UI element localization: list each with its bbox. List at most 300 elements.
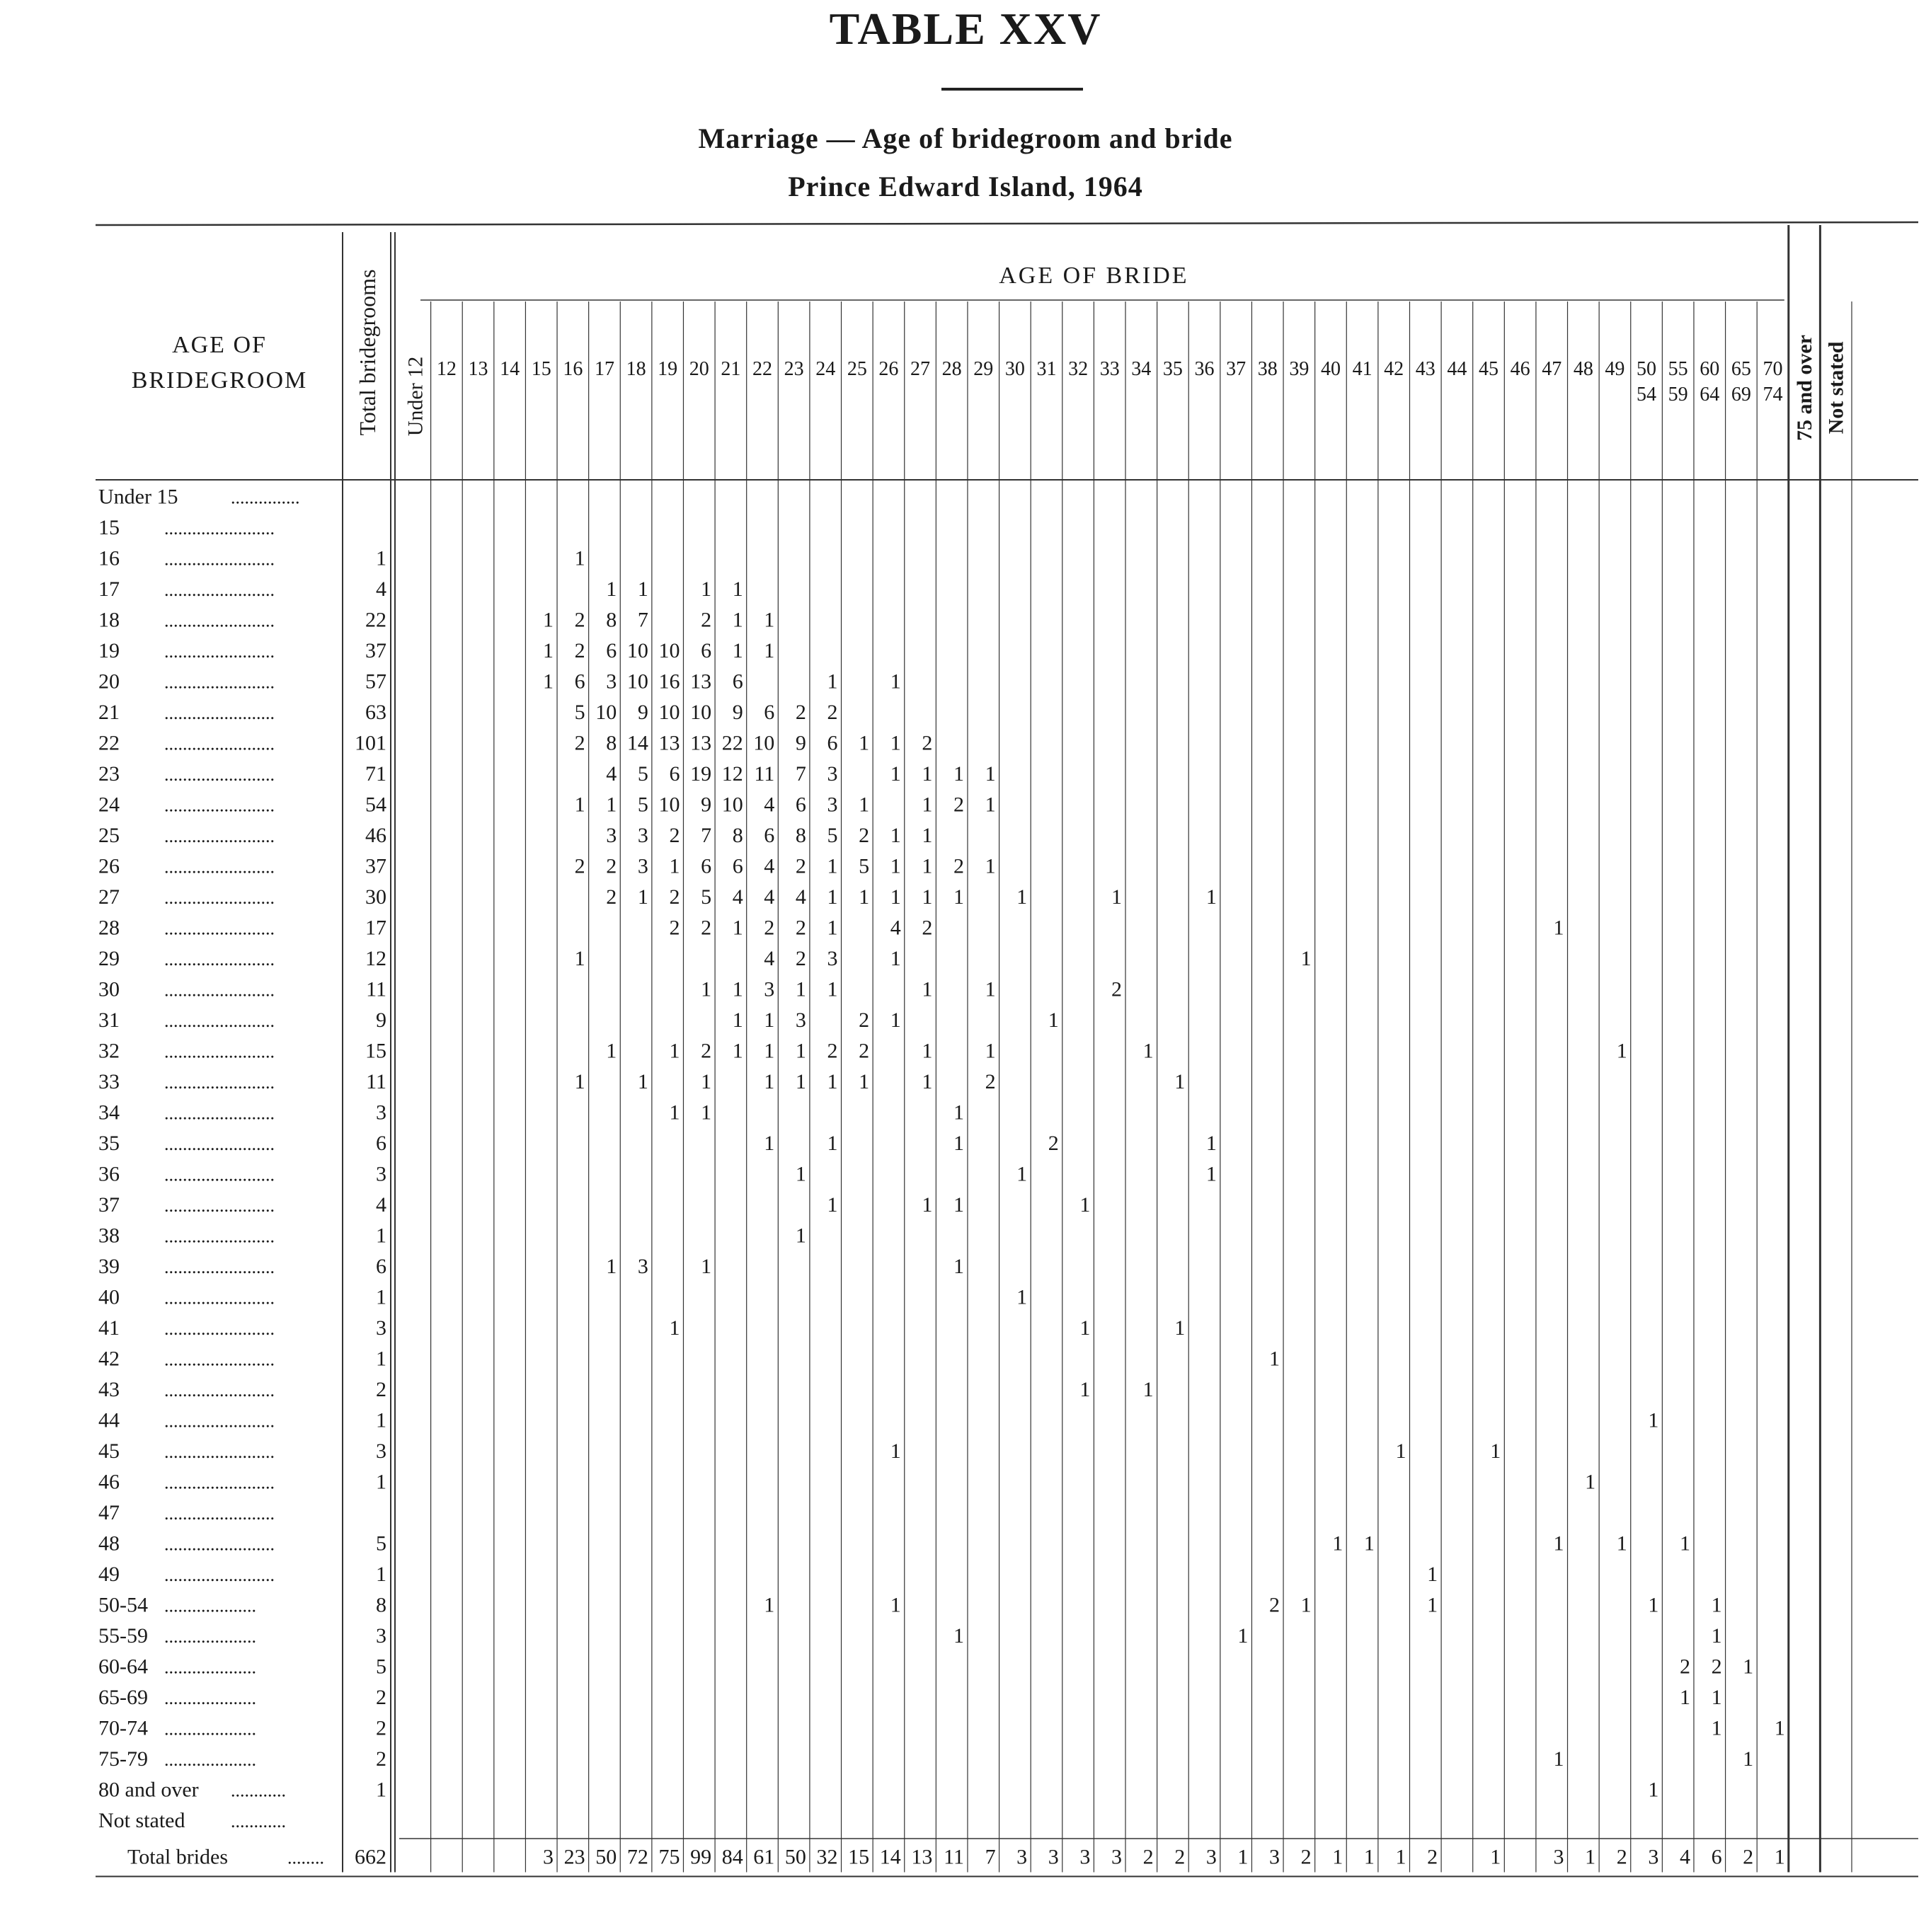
- dot-leader: ........................: [164, 640, 275, 662]
- bridegroom-total-value: 57: [365, 669, 386, 694]
- table-cell-value: 1: [1711, 1593, 1722, 1617]
- bride-total-value: 6: [1711, 1845, 1722, 1869]
- table-cell-value: 1: [1079, 1316, 1091, 1340]
- table-cell-value: 1: [827, 885, 838, 909]
- dot-leader: ........................: [164, 1195, 275, 1216]
- table-cell-value: 1: [795, 1069, 806, 1093]
- table-cell-value: 4: [764, 946, 775, 970]
- table-cell-value: 2: [574, 608, 585, 632]
- table-cell-value: 1: [1016, 885, 1028, 909]
- bridegroom-total-value: 54: [365, 793, 386, 817]
- bride-age-heading: AGE OF BRIDE: [999, 263, 1189, 289]
- bridegroom-total-value: 101: [355, 731, 386, 755]
- table-cell-value: 16: [658, 669, 680, 694]
- table-cell-value: 2: [795, 700, 806, 724]
- bridegroom-age-label: 27: [98, 885, 120, 909]
- bridegroom-total-value: 4: [376, 577, 386, 601]
- bridegroom-age-label: 41: [98, 1316, 120, 1340]
- bride-column-header: 12: [436, 358, 457, 380]
- bridegroom-total-value: 3: [376, 1439, 386, 1463]
- dot-leader: ....................: [164, 1626, 256, 1647]
- bride-column-header: 70: [1763, 358, 1783, 380]
- table-cell-value: 1: [922, 1039, 933, 1063]
- bride-total-value: 2: [1743, 1845, 1754, 1869]
- dot-leader: ........................: [164, 948, 275, 970]
- bridegroom-total-value: 15: [365, 1039, 386, 1063]
- table-cell-value: 2: [606, 854, 617, 878]
- table-cell-value: 1: [1205, 1162, 1217, 1186]
- dot-leader: ........................: [164, 672, 275, 693]
- table-cell-value: 1: [1616, 1531, 1627, 1556]
- table-cell-value: 4: [732, 885, 743, 909]
- table-cell-value: 2: [669, 885, 680, 909]
- table-cell-value: 1: [1269, 1347, 1280, 1371]
- dot-leader: ........................: [164, 1164, 275, 1185]
- table-cell-value: 8: [606, 731, 617, 755]
- bridegroom-age-label: 38: [98, 1224, 120, 1248]
- bridegroom-age-label: 26: [98, 854, 120, 878]
- bridegroom-age-label: 55-59: [98, 1623, 148, 1648]
- bride-total-value: 11: [944, 1845, 964, 1869]
- table-cell-value: 3: [637, 823, 648, 847]
- bride-column-header: 25: [847, 358, 867, 380]
- table-cell-value: 1: [1553, 1531, 1564, 1556]
- bride-column-header: 18: [626, 358, 646, 380]
- table-cell-value: 1: [701, 1254, 712, 1278]
- table-cell-value: 1: [1205, 885, 1217, 909]
- bridegroom-total-value: 12: [365, 946, 386, 970]
- bride-column-header: 75 and over: [1793, 335, 1817, 441]
- table-subtitle-region-year: Prince Edward Island, 1964: [788, 171, 1143, 202]
- table-cell-value: 22: [721, 731, 743, 755]
- table-cell-value: 4: [764, 854, 775, 878]
- bride-total-value: 3: [1079, 1845, 1091, 1869]
- bride-total-value: 3: [1648, 1845, 1659, 1869]
- table-cell-value: 1: [890, 731, 901, 755]
- table-cell-value: 1: [890, 1593, 901, 1617]
- table-cell-value: 1: [953, 1254, 964, 1278]
- table-cell-value: 10: [658, 700, 680, 724]
- table-cell-value: 1: [953, 1623, 964, 1648]
- dot-leader: ........................: [164, 795, 275, 816]
- table-cell-value: 1: [922, 1192, 933, 1217]
- bridegroom-age-label: 20: [98, 669, 120, 694]
- bridegroom-total-value: 1: [376, 1285, 386, 1309]
- bride-total-value: 72: [626, 1845, 648, 1869]
- dot-leader: ........................: [164, 733, 275, 754]
- dot-leader: ........................: [164, 517, 275, 539]
- table-cell-value: 1: [732, 977, 743, 1001]
- bride-column-header: 64: [1700, 384, 1720, 406]
- table-cell-value: 10: [626, 638, 648, 662]
- bridegroom-age-label: 15: [98, 515, 120, 539]
- bride-column-header: 50: [1637, 358, 1657, 380]
- table-cell-value: 2: [701, 916, 712, 940]
- dot-leader: ........................: [164, 1133, 275, 1154]
- table-cell-value: 2: [827, 1039, 838, 1063]
- bride-column-header: 48: [1573, 358, 1593, 380]
- bride-total-value: 7: [985, 1845, 996, 1869]
- table-cell-value: 1: [764, 1008, 775, 1032]
- table-cell-value: 6: [827, 731, 838, 755]
- bride-column-header: 29: [973, 358, 994, 380]
- table-cell-value: 6: [574, 669, 585, 694]
- bridegroom-total-value: 6: [376, 1131, 386, 1155]
- bride-total-value: 1: [1395, 1845, 1406, 1869]
- bride-column-header: 24: [815, 358, 836, 380]
- bride-total-value: 3: [1269, 1845, 1280, 1869]
- table-cell-value: 2: [953, 854, 964, 878]
- bride-total-value: 2: [1616, 1845, 1627, 1869]
- bride-total-value: 23: [563, 1845, 585, 1869]
- dot-leader: ........................: [164, 1534, 275, 1555]
- bridegroom-total-value: 22: [365, 608, 386, 632]
- bride-total-value: 3: [1205, 1845, 1217, 1869]
- table-cell-value: 1: [732, 608, 743, 632]
- bridegroom-age-label: 21: [98, 700, 120, 724]
- table-cell-value: 8: [795, 823, 806, 847]
- table-cell-value: 1: [574, 793, 585, 817]
- bride-total-value: 3: [543, 1845, 554, 1869]
- table-cell-value: 10: [626, 669, 648, 694]
- bridegroom-total-value: 2: [376, 1377, 386, 1401]
- table-cell-value: 1: [827, 854, 838, 878]
- bride-column-header: 41: [1352, 358, 1373, 380]
- table-cell-value: 2: [1679, 1655, 1690, 1679]
- bridegroom-total-value: 11: [366, 1069, 386, 1093]
- bridegroom-total-value: 3: [376, 1100, 386, 1125]
- table-cell-value: 5: [827, 823, 838, 847]
- bride-total-value: 4: [1679, 1845, 1690, 1869]
- bridegroom-total-value: 9: [376, 1008, 386, 1032]
- bride-column-header: 32: [1068, 358, 1089, 380]
- table-cell-value: 1: [890, 885, 901, 909]
- table-cell-value: 1: [1363, 1531, 1375, 1556]
- bridegroom-age-label: 33: [98, 1069, 120, 1093]
- bride-column-header: 28: [941, 358, 962, 380]
- table-subtitle: Marriage — Age of bridegroom and bride: [698, 122, 1233, 154]
- bride-column-header: 39: [1289, 358, 1310, 380]
- bridegroom-age-label: 32: [98, 1039, 120, 1063]
- table-cell-value: 13: [690, 731, 712, 755]
- table-cell-value: 1: [764, 1131, 775, 1155]
- table-cell-value: 4: [795, 885, 806, 909]
- table-cell-value: 2: [859, 823, 870, 847]
- bride-total-value: 75: [658, 1845, 680, 1869]
- bride-total-value: 32: [816, 1845, 838, 1869]
- dot-leader: ........................: [164, 1502, 275, 1524]
- bridegroom-age-label: 34: [98, 1100, 120, 1125]
- bridegroom-total-value: 3: [376, 1162, 386, 1186]
- table-cell-value: 10: [658, 793, 680, 817]
- bridegroom-total-value: 3: [376, 1316, 386, 1340]
- bridegroom-age-label: 42: [98, 1347, 120, 1371]
- table-cell-value: 1: [985, 854, 996, 878]
- table-cell-value: 3: [637, 1254, 648, 1278]
- table-cell-value: 1: [701, 577, 712, 601]
- bride-column-header: 22: [752, 358, 772, 380]
- table-cell-value: 2: [922, 916, 933, 940]
- table-cell-value: 1: [890, 823, 901, 847]
- bride-column-header: 31: [1036, 358, 1057, 380]
- bride-column-header: 59: [1668, 384, 1688, 406]
- bridegroom-total-value: 1: [376, 546, 386, 570]
- table-cell-value: 1: [732, 638, 743, 662]
- bride-total-value: 1: [1237, 1845, 1249, 1869]
- table-cell-value: 1: [732, 916, 743, 940]
- bride-column-header: 60: [1700, 358, 1720, 380]
- table-cell-value: 1: [1174, 1316, 1186, 1340]
- table-cell-value: 1: [1774, 1716, 1785, 1740]
- bridegroom-age-label: 28: [98, 916, 120, 940]
- table-cell-value: 1: [953, 1192, 964, 1217]
- table-cell-value: 1: [1300, 1593, 1312, 1617]
- table-cell-value: 2: [764, 916, 775, 940]
- table-cell-value: 1: [637, 577, 648, 601]
- bridegroom-age-label: 60-64: [98, 1655, 148, 1679]
- table-cell-value: 1: [1743, 1655, 1754, 1679]
- table-cell-value: 12: [721, 761, 743, 786]
- bridegroom-total-value: 6: [376, 1254, 386, 1278]
- table-cell-value: 1: [922, 823, 933, 847]
- table-cell-value: 1: [890, 761, 901, 786]
- bridegroom-age-label: 47: [98, 1500, 120, 1524]
- table-cell-value: 1: [827, 1192, 838, 1217]
- table-cell-value: 1: [1395, 1439, 1406, 1463]
- bride-total-value: 2: [1142, 1845, 1154, 1869]
- dot-leader: ........: [287, 1847, 324, 1868]
- bridegroom-age-label: 75-79: [98, 1747, 148, 1771]
- table-cell-value: 2: [1269, 1593, 1280, 1617]
- table-cell-value: 1: [922, 1069, 933, 1093]
- table-cell-value: 1: [701, 1069, 712, 1093]
- table-cell-value: 19: [690, 761, 712, 786]
- table-cell-value: 1: [669, 1039, 680, 1063]
- bride-column-header: 49: [1605, 358, 1625, 380]
- table-cell-value: 2: [922, 731, 933, 755]
- bridegroom-age-label: 16: [98, 546, 120, 570]
- table-cell-value: 1: [795, 977, 806, 1001]
- table-cell-value: 2: [953, 793, 964, 817]
- table-cell-value: 3: [764, 977, 775, 1001]
- bridegroom-total-value: 5: [376, 1531, 386, 1556]
- totals-row-label: Total brides: [127, 1845, 229, 1869]
- table-cell-value: 1: [764, 638, 775, 662]
- bridegroom-age-label: 46: [98, 1470, 120, 1494]
- table-cell-value: 1: [827, 916, 838, 940]
- bridegroom-age-label: 18: [98, 608, 120, 632]
- bride-column-header: 40: [1320, 358, 1341, 380]
- table-cell-value: 1: [1300, 946, 1312, 970]
- table-cell-value: 2: [574, 731, 585, 755]
- bridegroom-total-value: 2: [376, 1716, 386, 1740]
- table-cell-value: 2: [1711, 1655, 1722, 1679]
- bridegroom-age-label: 29: [98, 946, 120, 970]
- bride-column-header: 14: [500, 358, 520, 380]
- table-cell-value: 4: [764, 885, 775, 909]
- table-cell-value: 1: [1237, 1623, 1249, 1648]
- bride-total-value: 99: [690, 1845, 712, 1869]
- bride-column-header: 36: [1194, 358, 1215, 380]
- table-cell-value: 1: [953, 761, 964, 786]
- bride-total-value: 14: [879, 1845, 901, 1869]
- bride-total-value: 1: [1363, 1845, 1375, 1869]
- row-heading: AGE OF: [172, 332, 267, 358]
- table-cell-value: 9: [795, 731, 806, 755]
- table-cell-value: 2: [701, 1039, 712, 1063]
- table-cell-value: 1: [922, 885, 933, 909]
- bride-total-value: 2: [1174, 1845, 1186, 1869]
- table-cell-value: 1: [985, 761, 996, 786]
- bride-column-header: 17: [594, 358, 614, 380]
- table-cell-value: 1: [1427, 1562, 1438, 1586]
- table-cell-value: 1: [827, 1131, 838, 1155]
- bride-total-value: 61: [753, 1845, 775, 1869]
- bridegroom-total-value: 1: [376, 1347, 386, 1371]
- table-cell-value: 9: [732, 700, 743, 724]
- table-cell-value: 1: [890, 1439, 901, 1463]
- bridegroom-age-label: Not stated: [98, 1808, 185, 1832]
- bridegroom-age-label: 39: [98, 1254, 120, 1278]
- table-cell-value: 1: [1648, 1593, 1659, 1617]
- table-cell-value: 2: [669, 823, 680, 847]
- table-cell-value: 1: [890, 854, 901, 878]
- table-cell-value: 1: [1016, 1162, 1028, 1186]
- table-cell-value: 6: [764, 823, 775, 847]
- bride-column-header: Under 12: [403, 356, 428, 437]
- table-cell-value: 2: [1048, 1131, 1059, 1155]
- dot-leader: ........................: [164, 1410, 275, 1432]
- dot-leader: ........................: [164, 856, 275, 878]
- table-cell-value: 10: [753, 731, 775, 755]
- bride-column-header: 43: [1415, 358, 1436, 380]
- dot-leader: ........................: [164, 1256, 275, 1277]
- table-cell-value: 1: [953, 1131, 964, 1155]
- bridegroom-age-label: 40: [98, 1285, 120, 1309]
- bridegroom-age-label: 44: [98, 1408, 120, 1432]
- dot-leader: ........................: [164, 1287, 275, 1309]
- table-cell-value: 1: [827, 669, 838, 694]
- table-cell-value: 1: [701, 1100, 712, 1125]
- table-cell-value: 1: [1711, 1623, 1722, 1648]
- table-cell-value: 5: [701, 885, 712, 909]
- bride-column-header: 20: [689, 358, 709, 380]
- table-cell-value: 3: [637, 854, 648, 878]
- dot-leader: ....................: [164, 1749, 256, 1770]
- dot-leader: ........................: [164, 702, 275, 723]
- table-cell-value: 1: [922, 793, 933, 817]
- bride-total-value: 1: [1490, 1845, 1501, 1869]
- table-cell-value: 1: [1079, 1192, 1091, 1217]
- table-cell-value: 7: [795, 761, 806, 786]
- table-cell-value: 1: [1743, 1747, 1754, 1771]
- bride-column-header: 23: [784, 358, 804, 380]
- dot-leader: ............: [231, 1810, 286, 1832]
- dot-leader: ........................: [164, 764, 275, 785]
- table-cell-value: 1: [985, 793, 996, 817]
- bride-total-value: 50: [595, 1845, 617, 1869]
- table-cell-value: 1: [606, 1254, 617, 1278]
- bridegroom-age-label: 36: [98, 1162, 120, 1186]
- table-cell-value: 1: [890, 946, 901, 970]
- bridegroom-age-label: 43: [98, 1377, 120, 1401]
- table-cell-value: 6: [732, 669, 743, 694]
- table-cell-value: 1: [1553, 916, 1564, 940]
- table-cell-value: 10: [690, 700, 712, 724]
- bride-total-value: 1: [1585, 1845, 1596, 1869]
- bride-total-value: 50: [784, 1845, 806, 1869]
- dot-leader: ....................: [164, 1687, 256, 1708]
- table-cell-value: 4: [764, 793, 775, 817]
- table-cell-value: 3: [827, 793, 838, 817]
- table-cell-value: 13: [690, 669, 712, 694]
- bridegroom-age-label: 23: [98, 761, 120, 786]
- table-cell-value: 2: [1111, 977, 1122, 1001]
- table-cell-value: 3: [827, 946, 838, 970]
- bride-column-header: 55: [1668, 358, 1688, 380]
- bride-column-header: 47: [1542, 358, 1562, 380]
- dot-leader: ........................: [164, 918, 275, 939]
- bride-column-header: 26: [878, 358, 899, 380]
- table-cell-value: 1: [764, 1593, 775, 1617]
- table-cell-value: 6: [701, 854, 712, 878]
- table-cell-value: 1: [922, 854, 933, 878]
- bridegroom-total-value: 71: [365, 761, 386, 786]
- bride-column-header: 15: [531, 358, 551, 380]
- dot-leader: ....................: [164, 1595, 256, 1616]
- bridegroom-age-label: 49: [98, 1562, 120, 1586]
- grand-total-value: 662: [355, 1845, 386, 1869]
- bridegroom-age-label: 80 and over: [98, 1778, 199, 1802]
- table-cell-value: 3: [606, 823, 617, 847]
- table-cell-value: 1: [764, 1039, 775, 1063]
- bridegroom-age-label: 30: [98, 977, 120, 1001]
- bride-total-value: 3: [1016, 1845, 1028, 1869]
- table-cell-value: 9: [637, 700, 648, 724]
- bride-total-value: 3: [1048, 1845, 1059, 1869]
- table-cell-value: 14: [626, 731, 648, 755]
- dot-leader: ........................: [164, 1564, 275, 1585]
- table-cell-value: 3: [827, 761, 838, 786]
- table-cell-value: 1: [827, 977, 838, 1001]
- table-cell-value: 1: [953, 885, 964, 909]
- table-cell-value: 1: [543, 669, 554, 694]
- table-cell-value: 6: [606, 638, 617, 662]
- table-cell-value: 2: [985, 1069, 996, 1093]
- table-cell-value: 1: [606, 577, 617, 601]
- bridegroom-total-value: 1: [376, 1470, 386, 1494]
- dot-leader: ............: [231, 1780, 286, 1801]
- table-cell-value: 1: [669, 1316, 680, 1340]
- table-cell-value: 1: [669, 1100, 680, 1125]
- table-cell-value: 2: [827, 700, 838, 724]
- bride-column-header: 33: [1099, 358, 1120, 380]
- bride-total-value: 15: [848, 1845, 870, 1869]
- table-cell-value: 6: [701, 638, 712, 662]
- bride-column-header: 16: [563, 358, 583, 380]
- bride-column-header: Not stated: [1824, 341, 1848, 435]
- dot-leader: ........................: [164, 1041, 275, 1062]
- bridegroom-total-value: 1: [376, 1224, 386, 1248]
- bridegroom-total-value: 11: [366, 977, 386, 1001]
- bridegroom-total-value: 1: [376, 1562, 386, 1586]
- table-cell-value: 1: [637, 1069, 648, 1093]
- bridegroom-total-value: 1: [376, 1408, 386, 1432]
- table-cell-value: 10: [595, 700, 617, 724]
- bride-column-header: 13: [468, 358, 488, 380]
- table-cell-value: 8: [732, 823, 743, 847]
- bridegroom-age-label: 48: [98, 1531, 120, 1556]
